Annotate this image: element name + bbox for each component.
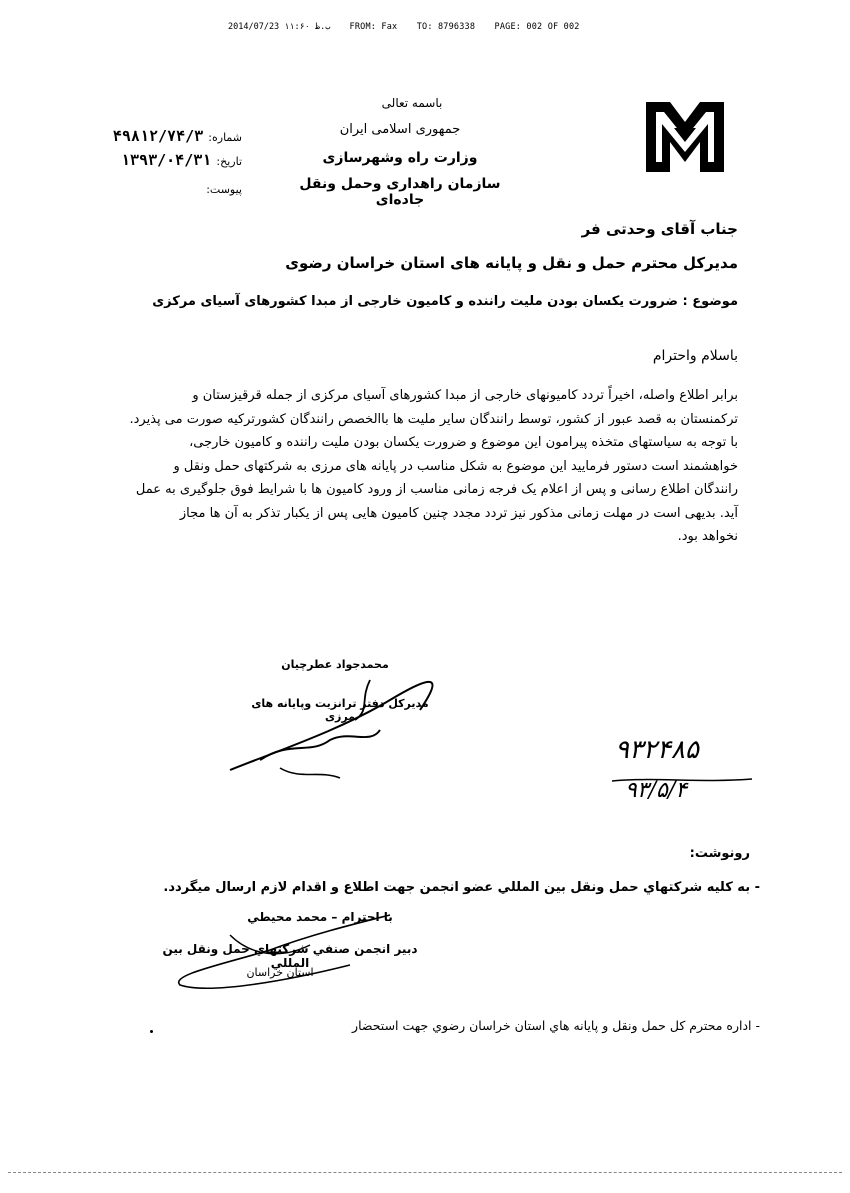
- body-line: با توجه به سیاستهای متخذه پیرامون این موضوع و ضرورت یکسان بودن ملیت راننده و کامیون خارجی،: [189, 435, 738, 450]
- invocation: باسمه تعالی: [381, 96, 443, 110]
- meta-date-row: [80, 150, 242, 169]
- reg-underline: [612, 768, 752, 774]
- subject-line: موضوع : ضرورت یکسان بودن ملیت راننده و کامیون خارجی از مبدا کشورهای آسیای مرکزی: [152, 294, 738, 309]
- date-label: تاریخ:: [216, 155, 242, 168]
- meta-number-row: [80, 126, 242, 145]
- organization-name: سازمان راهداری وحمل ونقل جاده‌ای: [299, 176, 501, 208]
- country-name: جمهوری اسلامی ایران: [339, 122, 461, 137]
- body-line: رانندگان اطلاع رسانی و پس از اعلام یک فرجه زمانی مناسب از ورود کامیون ها با شرایط فوق جلوگیری به عمل: [135, 482, 738, 497]
- cc-line-1: - به کلیه شرکتهاي حمل ونقل بین المللي عضو انجمن جهت اطلاع و اقدام لازم ارسال میگردد.: [163, 880, 760, 895]
- attachment-label: پیوست:: [206, 183, 242, 196]
- fax-from: FROM: Fax: [349, 22, 398, 32]
- letter-body: [78, 384, 738, 549]
- cc-sender-title: دبیر انجمن صنفي شرکتهاي حمل ونقل بین المللي: [162, 942, 418, 970]
- ministry-name: وزارت راه وشهرسازی: [322, 150, 478, 166]
- handwritten-reg-number: ۹۳۲۴۸۵: [615, 735, 699, 765]
- body-line: نخواهد بود.: [677, 529, 738, 544]
- fax-to: TO: 8796338: [416, 22, 476, 32]
- fax-page: PAGE: 002 OF 002: [494, 22, 580, 32]
- cc-sender-region: استان خراسان: [246, 966, 314, 979]
- signatory-name: محمدجواد عطرچیان: [281, 658, 389, 671]
- date-value: ۱۳۹۳/۰۴/۳۱: [121, 151, 212, 169]
- fax-header: [228, 22, 594, 32]
- addressee-title: مدیرکل محترم حمل و نقل و پایانه های استان خراسان رضوی: [285, 254, 738, 272]
- cc-signature: [150, 905, 410, 995]
- cc-line-2: - اداره محترم کل حمل ونقل و پایانه هاي استان خراسان رضوي جهت استحضار: [352, 1018, 760, 1033]
- road-transport-logo-icon: [640, 96, 730, 178]
- meta-attachment-row: [80, 178, 242, 197]
- body-line: برابر اطلاع واصله، اخیراً تردد کامیونهای خارجی از مبدا کشورهای آسیای مرکزی از جمله قرقیزستان و: [192, 388, 738, 403]
- scan-speck: [150, 1030, 153, 1033]
- number-value: ۴۹۸۱۲/۷۴/۳: [112, 127, 204, 145]
- signatory-title: مدیرکل دفتر ترانزیت وپایانه های مرزی: [251, 697, 429, 723]
- body-line: ترکمنستان به قصد عبور از کشور، توسط رانندگان سایر ملیت ها باالخصص رانندگان کشورترکیه صورت می پذیرد.: [129, 411, 738, 427]
- addressee-name: جناب آقای وحدتی فر: [581, 220, 738, 238]
- fax-datetime: 2014/07/23 ب.ظ ۱۱:۶۰: [228, 22, 331, 32]
- cc-heading: رونوشت:: [689, 846, 750, 861]
- cc-regards: با احترام – محمد محیطي: [247, 910, 393, 924]
- number-label: شماره:: [208, 131, 242, 144]
- greeting: باسلام واحترام: [652, 348, 738, 364]
- handwritten-reg-date: ۹۳/۵/۴: [625, 778, 688, 803]
- body-line: آید. بدیهی است در مهلت زمانی مذکور نیز تردد مجدد چنین کامیون هایی پس از یکبار تذکر به آن ها مجاز: [179, 505, 738, 521]
- body-line: خواهشمند است دستور فرمایید این موضوع به شکل مناسب در پایانه های مرزی به شرکتهای حمل ونقل و: [173, 458, 738, 474]
- scan-edge-line: [8, 1172, 842, 1175]
- handwritten-signature: [220, 660, 450, 790]
